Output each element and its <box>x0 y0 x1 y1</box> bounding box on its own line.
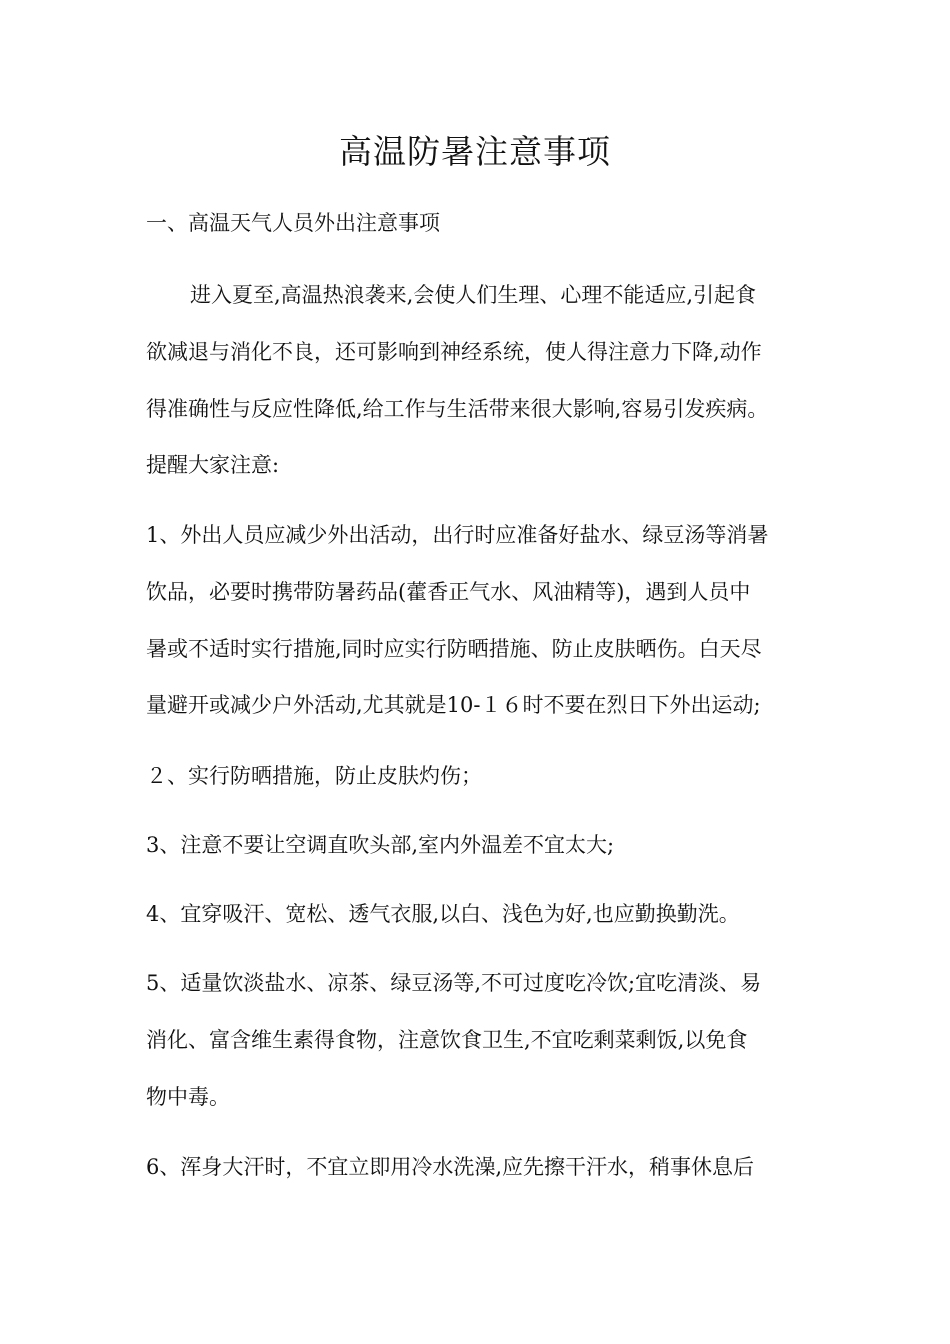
item-5-line-3: 物中毒。 <box>146 1085 230 1109</box>
intro-line-4: 提醒大家注意: <box>146 453 280 477</box>
item-6-line-1: 6、浑身大汗时，不宜立即用冷水洗澡,应先擦干汗水，稍事休息后 <box>146 1155 755 1179</box>
item-5-line-1: 5、适量饮淡盐水、凉茶、绿豆汤等,不可过度吃冷饮;宜吃清淡、易 <box>146 971 762 995</box>
item-1-line-1: 1、外出人员应减少外出活动，出行时应准备好盐水、绿豆汤等消暑 <box>146 523 769 547</box>
intro-line-1: 进入夏至,高温热浪袭来,会使人们生理、心理不能适应,引起食 <box>190 283 757 307</box>
item-4: 4、宜穿吸汗、宽松、透气衣服,以白、浅色为好,也应勤换勤洗。 <box>146 902 740 926</box>
intro-line-3: 得准确性与反应性降低,给工作与生活带来很大影响,容易引发疾病。 <box>146 397 769 421</box>
item-1-line-4: 量避开或减少户外活动,尤其就是10-１６时不要在烈日下外出运动; <box>146 693 761 717</box>
item-1-line-2: 饮品，必要时携带防暑药品(藿香正气水、风油精等)，遇到人员中 <box>146 580 751 604</box>
document-title: 高温防暑注意事项 <box>339 132 611 171</box>
item-1-line-3: 暑或不适时实行措施,同时应实行防晒措施、防止皮肤晒伤。白天尽 <box>146 637 762 661</box>
item-2: ２、实行防晒措施，防止皮肤灼伤； <box>146 764 482 788</box>
section-heading: 一、高温天气人员外出注意事项 <box>146 211 440 235</box>
intro-line-2: 欲减退与消化不良，还可影响到神经系统，使人得注意力下降,动作 <box>146 340 762 364</box>
item-5-line-2: 消化、富含维生素得食物，注意饮食卫生,不宜吃剩菜剩饭,以免食 <box>146 1028 748 1052</box>
item-3: 3、注意不要让空调直吹头部,室内外温差不宜太大; <box>146 833 615 857</box>
